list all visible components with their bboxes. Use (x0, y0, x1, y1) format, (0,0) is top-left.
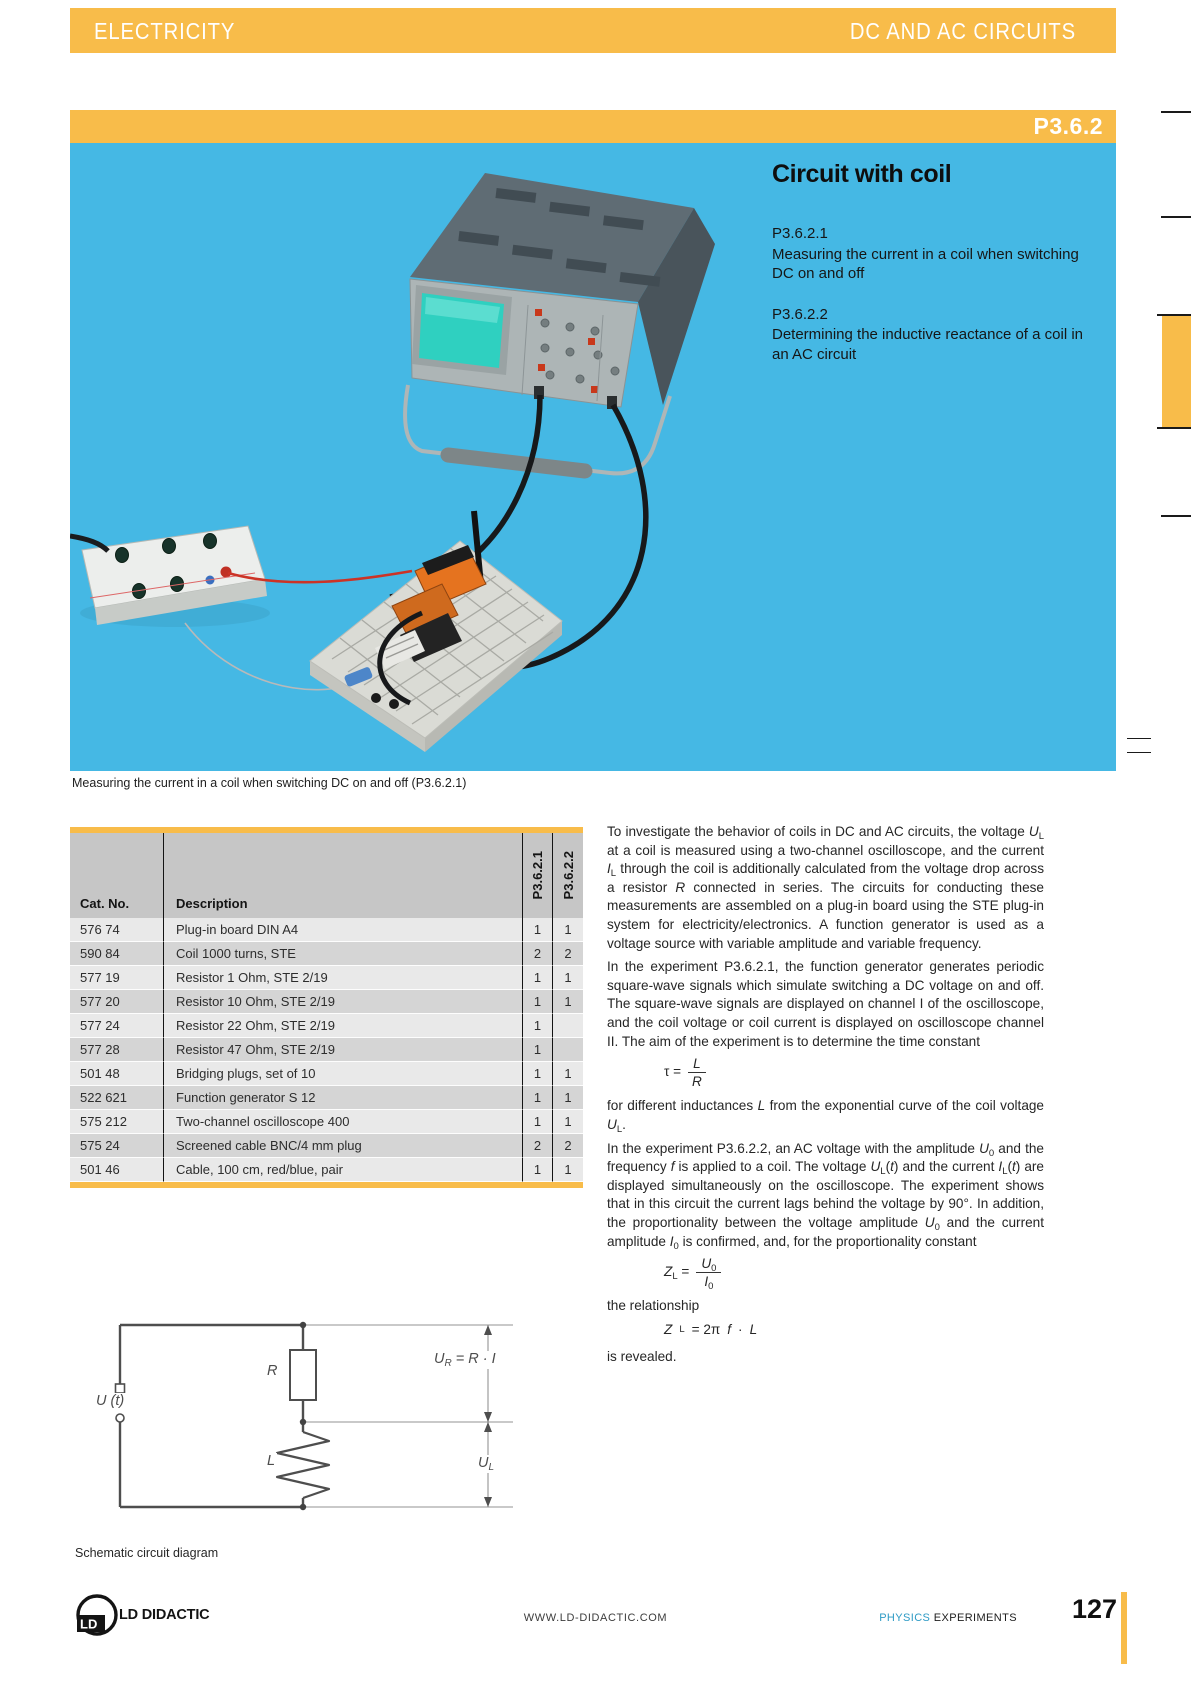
brand-name: LD DIDACTIC (119, 1607, 210, 1623)
cat-no-cell: 575 212 (70, 1110, 163, 1134)
qty-p3-6-2-1-cell: 1 (522, 1086, 552, 1110)
article-text (607, 823, 1044, 1371)
header-section-right: DC AND AC CIRCUITS (849, 18, 1076, 44)
table-row (70, 1062, 583, 1086)
ur-label: $U_R = R \cdot I$ (434, 1351, 496, 1369)
col-header-cat-no: Cat. No. (80, 896, 130, 911)
cat-no-cell: 522 621 (70, 1086, 163, 1110)
description-cell: Plug-in board DIN A4 (163, 918, 522, 942)
qty-p3-6-2-2-cell: 1 (552, 1086, 583, 1110)
inductor-symbol (277, 1432, 329, 1498)
qty-p3-6-2-1-cell: 1 (522, 918, 552, 942)
svg-text:LD: LD (80, 1616, 98, 1632)
qty-p3-6-2-2-cell (552, 1014, 583, 1038)
experiment-description: Measuring the current in a coil when switching DC on and off (772, 245, 1079, 282)
parts-table (70, 827, 583, 1188)
description-cell: Cable, 100 cm, red/blue, pair (163, 1158, 522, 1182)
experiment-item (772, 224, 1086, 284)
resistor-symbol (290, 1350, 316, 1400)
table-header (70, 833, 583, 918)
qty-p3-6-2-1-cell: 2 (522, 942, 552, 966)
qty-p3-6-2-2-cell: 1 (552, 1158, 583, 1182)
section-tab (1162, 316, 1191, 427)
source-terminal (116, 1384, 125, 1393)
table-row (70, 918, 583, 942)
qty-p3-6-2-2-cell: 2 (552, 942, 583, 966)
crop-mark (1127, 738, 1151, 739)
description-cell: Resistor 1 Ohm, STE 2/19 (163, 966, 522, 990)
col-header-p3-6-2-2: P3.6.2.2 (560, 851, 576, 900)
qty-p3-6-2-1-cell: 1 (522, 990, 552, 1014)
crop-mark (1161, 111, 1191, 113)
footer-series-experiments: EXPERIMENTS (933, 1612, 1017, 1624)
description-cell: Two-channel oscilloscope 400 (163, 1110, 522, 1134)
cat-no-cell: 590 84 (70, 942, 163, 966)
inductor-label: L (267, 1453, 276, 1469)
crop-mark (1161, 515, 1191, 517)
cat-no-cell: 577 24 (70, 1014, 163, 1038)
formula (664, 1256, 1044, 1292)
description-cell: Coil 1000 turns, STE (163, 942, 522, 966)
experiment-description: Determining the inductive reactance of a coil in an AC circuit (772, 326, 1084, 363)
table-row (70, 1110, 583, 1134)
qty-p3-6-2-1-cell: 1 (522, 966, 552, 990)
formula (664, 1056, 1044, 1089)
table-row (70, 966, 583, 990)
formula-lhs: $Z_L$ = (664, 1264, 690, 1283)
plug-in-board-illustration (310, 511, 562, 752)
col-header-p3-6-2-1: P3.6.2.1 (530, 851, 545, 900)
qty-p3-6-2-1-cell: 2 (522, 1134, 552, 1158)
paragraph: is revealed. (607, 1348, 677, 1364)
paragraph: In the experiment P3.6.2.1, the function generator generates periodic square-wave signals which simulate switching a DC voltage on and off. The square-wave signals are displayed on channel I of the oscilloscope, and the coil voltage or coil current is displayed on oscilloscope channel II. The aim of the experiment is to determine the time constant (607, 959, 1044, 1049)
cat-no-cell: 577 28 (70, 1038, 163, 1062)
description-cell: Resistor 47 Ohm, STE 2/19 (163, 1038, 522, 1062)
description-cell: Resistor 10 Ohm, STE 2/19 (163, 990, 522, 1014)
qty-p3-6-2-2-cell: 1 (552, 918, 583, 942)
section-banner (70, 110, 1116, 143)
table-row (70, 1038, 583, 1062)
qty-p3-6-2-2-cell: 2 (552, 1134, 583, 1158)
table-row (70, 1014, 583, 1038)
description-cell: Function generator S 12 (163, 1086, 522, 1110)
qty-p3-6-2-1-cell: 1 (522, 1062, 552, 1086)
formula-fraction (688, 1056, 706, 1089)
oscilloscope-illustration (405, 173, 715, 473)
qty-p3-6-2-2-cell: 1 (552, 1062, 583, 1086)
cat-no-cell: 501 48 (70, 1062, 163, 1086)
qty-p3-6-2-1-cell: 1 (522, 1158, 552, 1182)
table-accent-bottom (70, 1182, 583, 1188)
qty-p3-6-2-2-cell (552, 1038, 583, 1062)
footer-series-physics: PHYSICS (879, 1612, 931, 1624)
table-row (70, 990, 583, 1014)
experiment-item (772, 305, 1086, 365)
hero-photo-panel (70, 143, 1116, 771)
formula: Z L = 2π f · L (664, 1321, 758, 1337)
footer-series (879, 1612, 1017, 1624)
qty-p3-6-2-2-cell: 1 (552, 1110, 583, 1134)
cat-no-cell: 501 46 (70, 1158, 163, 1182)
experiment-code: P3.6.2.2 (772, 305, 828, 323)
paragraph: To investigate the behavior of coils in DC and AC circuits, the voltage $U_L$ at a coil is measured using a two-channel oscilloscope, and the current $I_L$ through the coil is additionally calculated from the voltage drop across a resistor R connected in series. The circuits for conducting these measurements are assembled on a plug-in board using the STE plug-in system for electricity/electronics. A function generator is used as a voltage source with variable amplitude and variable frequency. (607, 824, 1044, 951)
header-section-left: ELECTRICITY (94, 18, 236, 44)
col-header-description: Description (163, 833, 522, 918)
crop-mark (1127, 752, 1151, 753)
formula-fraction (696, 1256, 721, 1292)
formula-denominator: $I_0$ (704, 1273, 714, 1292)
formula-lhs: τ = (664, 1064, 682, 1080)
cat-no-cell: 575 24 (70, 1134, 163, 1158)
schematic-diagram (80, 1235, 540, 1550)
table-row (70, 942, 583, 966)
description-cell: Screened cable BNC/4 mm plug (163, 1134, 522, 1158)
table-row (70, 1086, 583, 1110)
source-terminal (116, 1414, 124, 1422)
description-cell: Bridging plugs, set of 10 (163, 1062, 522, 1086)
qty-p3-6-2-1-cell: 1 (522, 1038, 552, 1062)
cat-no-cell: 576 74 (70, 918, 163, 942)
table-row (70, 1134, 583, 1158)
formula-denominator: R (691, 1073, 702, 1089)
qty-p3-6-2-2-cell: 1 (552, 990, 583, 1014)
paragraph: for different inductances L from the exponential curve of the coil voltage $U_L$. (607, 1098, 1044, 1135)
photo-caption: Measuring the current in a coil when switching DC on and off (P3.6.2.1) (72, 776, 467, 790)
ul-label: $U_L$ (478, 1455, 495, 1473)
page-number: 127 (1071, 1594, 1117, 1624)
description-cell: Resistor 22 Ohm, STE 2/19 (163, 1014, 522, 1038)
footer-url: WWW.LD-DIDACTIC.COM (523, 1612, 668, 1624)
paragraph: the relationship (607, 1298, 700, 1314)
paragraph: In the experiment P3.6.2.2, an AC voltage with the amplitude $U_0$ and the frequency f is applied to a coil. The voltage $U_L(t)$ and the current $I_L(t)$ are displayed simultaneously on the oscilloscope. The experiment shows that in this circuit the current lags behind the voltage by 90°. In addition, the proportionality between the voltage amplitude $U_0$ and the current amplitude $I_0$ is confirmed, and, for the proportionality constant (607, 1140, 1045, 1252)
qty-p3-6-2-1-cell: 1 (522, 1110, 552, 1134)
table-row (70, 1158, 583, 1182)
crop-mark (1161, 216, 1191, 218)
formula-numerator: L (688, 1056, 706, 1073)
experiment-code: P3.6.2.1 (772, 225, 828, 242)
page-accent-bar (1121, 1592, 1127, 1664)
formula-numerator: $U_0$ (696, 1256, 721, 1273)
source-label: U (t) (96, 1393, 125, 1409)
crop-mark (1157, 427, 1191, 429)
schematic-caption: Schematic circuit diagram (75, 1546, 219, 1560)
qty-p3-6-2-2-cell: 1 (552, 966, 583, 990)
cat-no-cell: 577 19 (70, 966, 163, 990)
resistor-label: R (267, 1363, 278, 1379)
section-code: P3.6.2 (1033, 113, 1103, 139)
qty-p3-6-2-1-cell: 1 (522, 1014, 552, 1038)
cat-no-cell: 577 20 (70, 990, 163, 1014)
header-bar (70, 8, 1116, 53)
hero-title: Circuit with coil (772, 160, 952, 188)
